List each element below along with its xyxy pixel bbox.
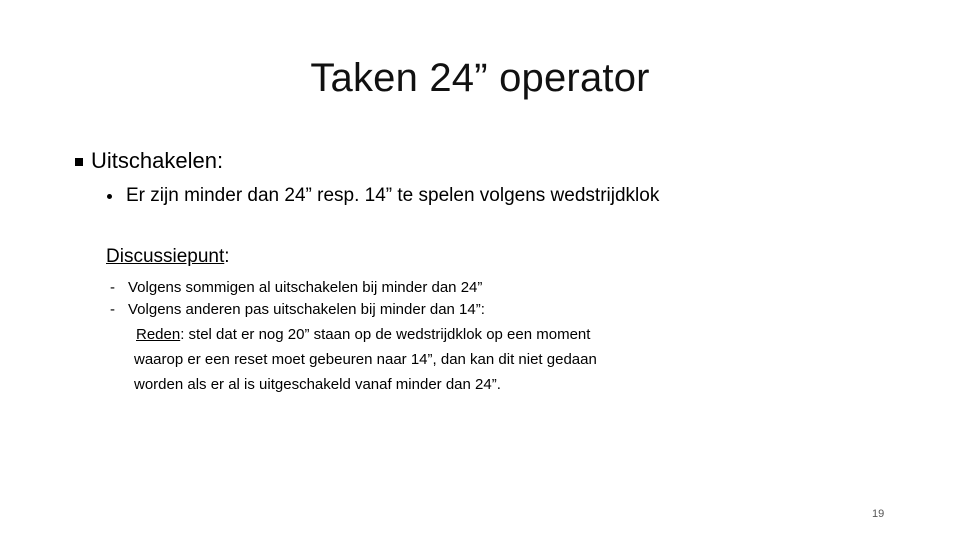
reason-line-1-text: : stel dat er nog 20” staan op de wedstrijdklok op een moment <box>180 326 591 343</box>
list-item <box>110 299 485 321</box>
list-item-text: Volgens sommigen al uitschakelen bij minder dan 24” <box>128 279 483 296</box>
discussion-heading <box>106 246 230 268</box>
reason-line-2: waarop er een reset moet gebeuren naar 14”, dan kan dit niet gedaan <box>134 351 597 368</box>
discussion-heading-label: Discussiepunt <box>106 246 225 267</box>
discussion-heading-colon: : <box>224 246 230 267</box>
discussion-list <box>110 277 485 321</box>
bullet-uitschakelen <box>75 148 223 174</box>
reason-label: Reden <box>136 326 181 343</box>
sub-bullet-condition-text: Er zijn minder dan 24” resp. 14” te spelen volgens wedstrijdklok <box>126 185 660 206</box>
reason-line-3: worden als er al is uitgeschakeld vanaf minder dan 24”. <box>134 376 501 393</box>
reason-block <box>134 322 597 397</box>
bullet-uitschakelen-text: Uitschakelen: <box>91 148 224 173</box>
page-number: 19 <box>872 508 885 520</box>
square-bullet-icon <box>75 158 83 166</box>
reason-line-1 <box>134 322 597 347</box>
sub-bullet-condition <box>107 185 659 207</box>
dash-marker: - <box>110 301 115 318</box>
round-bullet-icon <box>107 194 112 199</box>
slide-title: Taken 24” operator <box>310 56 650 100</box>
dash-marker: - <box>110 279 115 296</box>
list-item-text: Volgens anderen pas uitschakelen bij minder dan 14”: <box>128 301 485 318</box>
list-item <box>110 277 485 299</box>
